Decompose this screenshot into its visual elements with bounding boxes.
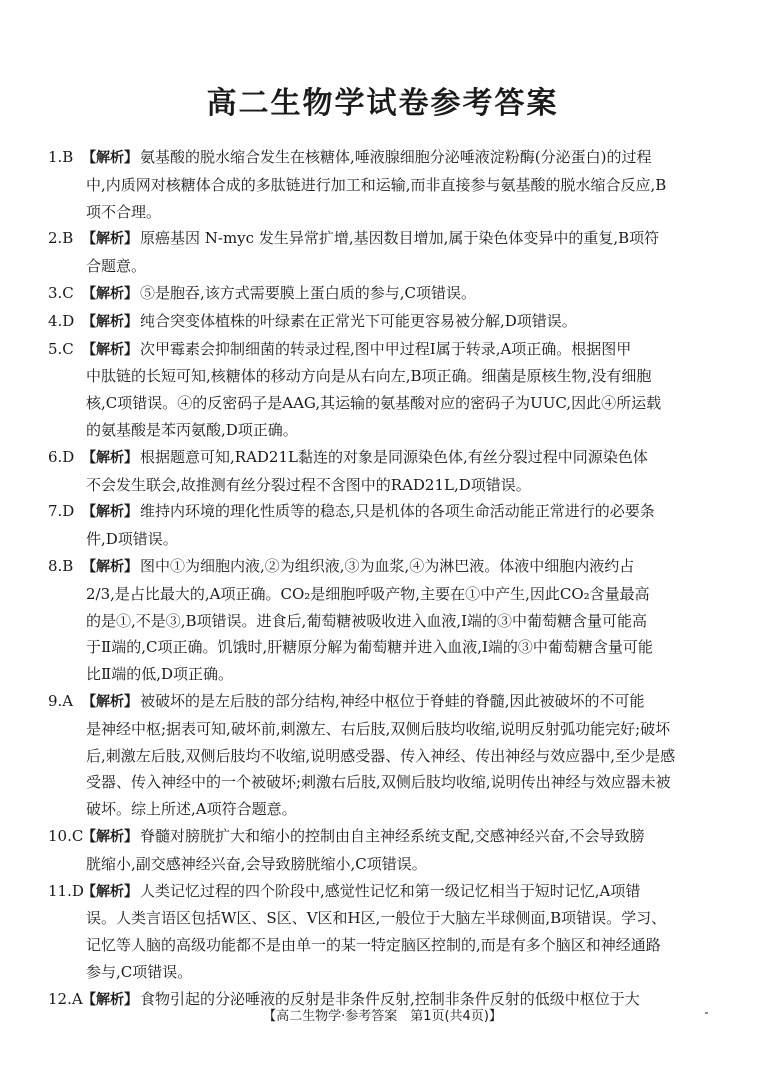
answer-first-line (48, 280, 726, 308)
answer-item (48, 144, 726, 225)
answer-continuation-line: 记忆等人脑的高级功能都不是由单一的某一特定脑区控制的,而是有多个脑区和神经通路 (86, 936, 661, 955)
answer-first-line (48, 498, 726, 526)
answer-first-line (48, 688, 726, 716)
answer-number: 6.D (48, 447, 75, 466)
answer-number: 12.A (48, 989, 83, 1008)
answer-number: 9.A (48, 691, 74, 710)
answer-continuation-line: 破坏。综上所述,A项符合题意。 (86, 800, 297, 819)
answer-text: 图中①为细胞内液,②为组织液,③为血浆,④为淋巴液。体液中细胞内液约占 (140, 556, 635, 575)
answer-continuation-line: 核,C项错误。④的反密码子是AAG,其运输的氨基酸对应的密码子为UUC,因此④所运载 (86, 394, 662, 413)
answer-item (48, 336, 726, 444)
analysis-tag: 【解析】 (82, 150, 138, 166)
answer-number: 2.B (48, 229, 74, 248)
answer-item (48, 878, 726, 986)
page-footer: 【高二生物学·参考答案 第1页(共4页)】 (263, 1009, 502, 1024)
answer-first-line (48, 878, 726, 906)
answer-continuation-line: 合题意。 (86, 257, 147, 276)
answer-number: 3.C (48, 283, 74, 302)
answer-text: 被破坏的是左后肢的部分结构,神经中枢位于脊蛙的脊髓,因此被破坏的不可能 (140, 691, 645, 710)
answer-number: 11.D (48, 881, 84, 900)
answer-number: 5.C (48, 339, 74, 358)
answer-continuation-line: 比Ⅱ端的低,D项正确。 (86, 665, 233, 684)
answer-text: 原癌基因 N-myc 发生异常扩增,基因数目增加,属于染色体变异中的重复,B项符 (140, 229, 660, 248)
answer-text: 纯合突变体植株的叶绿素在正常光下可能更容易被分解,D项错误。 (140, 311, 577, 330)
analysis-tag: 【解析】 (82, 449, 138, 466)
analysis-tag: 【解析】 (82, 828, 138, 845)
analysis-tag: 【解析】 (82, 693, 138, 710)
answer-item (48, 688, 726, 823)
answer-first-line (48, 336, 726, 364)
answer-first-line (48, 553, 726, 581)
answer-text: 氨基酸的脱水缩合发生在核糖体,唾液腺细胞分泌唾液淀粉酶(分泌蛋白)的过程 (140, 148, 652, 166)
answer-text: 次甲霉素会抑制细菌的转录过程,图中甲过程Ⅰ属于转录,A项正确。根据图甲 (140, 339, 632, 358)
answer-number: 8.B (48, 556, 74, 575)
answer-text: 根据题意可知,RAD21L黏连的对象是同源染色体,有丝分裂过程中同源染色体 (140, 447, 648, 466)
analysis-tag: 【解析】 (82, 341, 138, 358)
answer-text: 脊髓对膀胱扩大和缩小的控制由自主神经系统支配,交感神经兴奋,不会导致膀 (140, 826, 645, 845)
answer-continuation-line: 是神经中枢;据表可知,破坏前,刺激左、右后肢,双侧后肢均收缩,说明反射弧功能完好;破坏 (86, 719, 671, 738)
scan-mark (705, 1012, 708, 1014)
answer-item (48, 553, 726, 688)
analysis-tag: 【解析】 (82, 504, 138, 521)
answer-continuation-line: 2/3,是占比最大的,A项正确。CO₂是细胞呼吸产物,主要在①中产生,因此CO₂含量最高 (86, 584, 650, 603)
answer-continuation-line: 后,刺激左后肢,双侧后肢均不收缩,说明感受器、传入神经、传出神经与效应器中,至少是感 (86, 746, 676, 765)
answer-number: 7.D (48, 502, 75, 521)
answer-first-line (48, 823, 726, 851)
answer-item (48, 308, 726, 336)
analysis-tag: 【解析】 (82, 285, 138, 302)
answer-text: ⑤是胞吞,该方式需要膜上蛋白质的参与,C项错误。 (140, 283, 477, 302)
analysis-tag: 【解析】 (82, 231, 138, 248)
answer-continuation-line: 误。人类言语区包括W区、S区、V区和H区,一般位于大脑左半球侧面,B项错误。学习、 (86, 909, 667, 928)
answer-item (48, 225, 726, 280)
answer-item (48, 498, 726, 553)
answer-text: 食物引起的分泌唾液的反射是非条件反射,控制非条件反射的低级中枢位于大 (140, 989, 640, 1008)
answer-continuation-line: 不会发生联会,故推测有丝分裂过程不含图中的RAD21L,D项错误。 (86, 475, 531, 494)
answer-continuation-line: 项不合理。 (86, 202, 162, 221)
answer-continuation-line: 的是①,不是③,B项错误。进食后,葡萄糖被吸收进入血液,Ⅰ端的③中葡萄糖含量可能高 (86, 611, 648, 630)
answer-list (48, 144, 726, 1014)
answer-first-line (48, 225, 726, 253)
answer-continuation-line: 参与,C项错误。 (86, 962, 193, 981)
answer-number: 4.D (48, 311, 75, 330)
answer-item (48, 280, 726, 308)
answer-continuation-line: 中,内质网对核糖体合成的多肽链进行加工和运输,而非直接参与氨基酸的脱水缩合反应,B (86, 175, 667, 194)
analysis-tag: 【解析】 (82, 991, 138, 1008)
answer-text: 人类记忆过程的四个阶段中,感觉性记忆和第一级记忆相当于短时记忆,A项错 (140, 881, 641, 900)
answer-first-line (48, 308, 726, 336)
answer-continuation-line: 于Ⅱ端的,C项正确。饥饿时,肝糖原分解为葡萄糖并进入血液,Ⅰ端的③中葡萄糖含量可能 (86, 638, 653, 657)
analysis-tag: 【解析】 (82, 558, 138, 575)
analysis-tag: 【解析】 (82, 313, 138, 330)
answer-number: 10.C (48, 826, 84, 845)
analysis-tag: 【解析】 (82, 883, 138, 900)
answer-continuation-line: 胱缩小,副交感神经兴奋,会导致膀胱缩小,C项错误。 (86, 854, 427, 873)
answer-item (48, 444, 726, 499)
answer-number: 1.B (48, 148, 74, 166)
answer-item (48, 823, 726, 878)
answer-continuation-line: 的氨基酸是苯丙氨酸,D项正确。 (86, 420, 298, 439)
answer-first-line (48, 144, 726, 172)
answer-continuation-line: 件,D项错误。 (86, 530, 178, 549)
answer-continuation-line: 中肽链的长短可知,核糖体的移动方向是从右向左,B项正确。细菌是原核生物,没有细胞 (86, 367, 652, 386)
answer-text: 维持内环境的理化性质等的稳态,只是机体的各项生命活动能正常进行的必要条 (140, 502, 655, 521)
page-title: 高二生物学试卷参考答案 (206, 86, 559, 121)
answer-first-line (48, 444, 726, 472)
answer-continuation-line: 受器、传入神经中的一个被破坏;刺激右后肢,双侧后肢均收缩,说明传出神经与效应器未被 (86, 773, 671, 792)
